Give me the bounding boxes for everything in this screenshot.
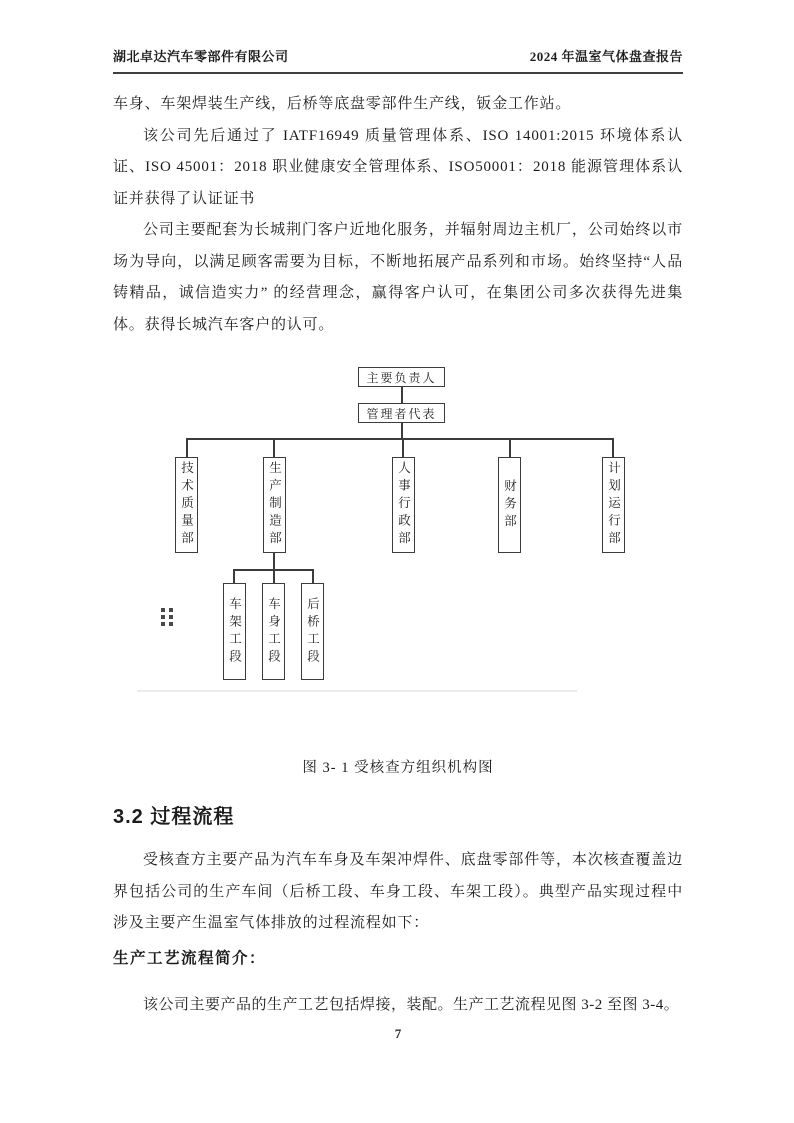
connector-line bbox=[273, 438, 275, 457]
body-text-block bbox=[113, 89, 683, 341]
page-number: 7 bbox=[394, 1026, 402, 1041]
figure-caption: 图 3- 1 受核查方组织机构图 bbox=[302, 760, 494, 776]
dot bbox=[169, 608, 173, 612]
connector-line bbox=[273, 553, 275, 569]
connector-line bbox=[273, 569, 275, 583]
dot bbox=[161, 615, 165, 619]
figure-frame-artifact bbox=[137, 690, 577, 692]
org-node-top-leader: 主要负责人 bbox=[358, 367, 445, 387]
connector-line bbox=[186, 438, 614, 440]
dot bbox=[161, 608, 165, 612]
section-heading: 3.2 过程流程 bbox=[113, 806, 235, 828]
paragraph-company-market: 公司主要配套为长城荆门客户近地化服务，并辐射周边主机厂，公司始终以市场为导向，以满足顾客需要为目标，不断地拓展产品系列和市场。始终坚持“人品铸精品，诚信造实力” 的经营理念，赢得客户认可，在集团公司多次获得先进集体。获得长城汽车客户的认可。 bbox=[113, 222, 683, 333]
connector-line bbox=[402, 438, 404, 457]
connector-line bbox=[233, 569, 235, 583]
page-header bbox=[113, 46, 683, 74]
header-company-name: 湖北卓达汽车零部件有限公司 bbox=[113, 49, 289, 64]
connector-line bbox=[401, 387, 403, 403]
org-node-management-rep: 管理者代表 bbox=[358, 403, 445, 423]
connector-line bbox=[186, 438, 188, 457]
org-node-section-body: 车身工段 bbox=[262, 583, 285, 680]
paragraph-production-lines: 车身、车架焊装生产线，后桥等底盘零部件生产线，钣金工作站。 bbox=[113, 96, 572, 112]
org-node-dept-manufacturing: 生产制造部 bbox=[263, 457, 286, 553]
connector-line bbox=[401, 423, 403, 438]
org-node-section-frame: 车架工段 bbox=[223, 583, 246, 680]
org-node-dept-hr-admin: 人事行政部 bbox=[392, 457, 415, 553]
paragraph-process-summary: 该公司主要产品的生产工艺包括焊接，装配。生产工艺流程见图 3-2 至图 3-4。 bbox=[143, 997, 680, 1013]
org-node-dept-finance: 财务部 bbox=[498, 457, 521, 553]
paragraph-process-scope: 受核查方主要产品为汽车车身及车架冲焊件、底盘零部件等，本次核查覆盖边界包括公司的生产车间（后桥工段、车身工段、车架工段）。典型产品实现过程中涉及主要产生温室气体排放的过程流程如下： bbox=[113, 852, 683, 931]
header-report-title: 2024 年温室气体盘查报告 bbox=[529, 49, 683, 64]
page-content bbox=[113, 0, 683, 1123]
drag-handle-icon bbox=[161, 608, 173, 626]
connector-line bbox=[612, 438, 614, 457]
org-node-dept-tech-quality: 技术质量部 bbox=[175, 457, 198, 553]
connector-line bbox=[509, 438, 511, 457]
dot bbox=[161, 622, 165, 626]
dot bbox=[169, 615, 173, 619]
dot bbox=[169, 622, 173, 626]
paragraph-certifications: 该公司先后通过了 IATF16949 质量管理体系、ISO 14001:2015 环境体系认证、ISO 45001：2018 职业健康安全管理体系、ISO50001：2018 能源管理体系认证并获得了认证证书 bbox=[113, 127, 683, 207]
subheading-process-intro: 生产工艺流程简介： bbox=[113, 950, 267, 967]
org-chart-figure bbox=[113, 360, 683, 692]
org-node-section-rear-axle: 后桥工段 bbox=[301, 583, 324, 680]
connector-line bbox=[312, 569, 314, 583]
org-node-dept-planning-ops: 计划运行部 bbox=[602, 457, 625, 553]
